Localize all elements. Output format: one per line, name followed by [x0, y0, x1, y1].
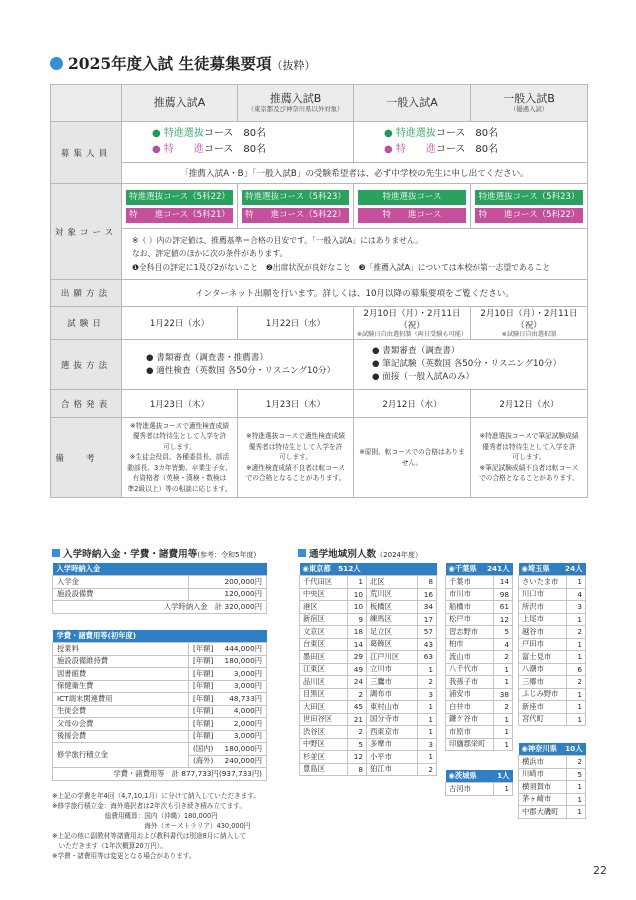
boshu-left: ● 特進選抜コース 80名 ● 特 進コース 80名 — [122, 122, 354, 163]
exam-date-1: 1月22日（水） — [122, 307, 238, 340]
tokyo-table: ◉東京都 512人 千代田区 1 北区 8 中央区 10 荒川区 16 港区 10 板橋区 34 新宿区 9 練馬区 17 文京区 18 足立区 57 台東区 14 葛飾区 43 墨田区 29 江戸川区 63 江東区 49 立川市 1 品川区 24 三鷹市 2 目黒区 2 調布市 3 大田区 45 東村山市 1 世田谷区 21 国分寺市 1 渋谷区 2 西東京市 1 中野区 5 多摩市 3 杉並区 12 小平市 1 豊島区 8 狛江市 2 — [299, 563, 437, 776]
course-cell-1: 特進選抜コース（5科22） 特 進コース（5科21） — [122, 184, 238, 229]
table-row: 印旛郡栄町 1 — [446, 738, 513, 751]
table-row: 八千代市 1 — [446, 663, 513, 676]
table-row: 修学旅行積立金 (国内) 180,000円 — [53, 743, 267, 756]
table-row: 入学時納入金 計 320,000円 — [53, 601, 267, 614]
row-label-biko: 備考 — [51, 418, 122, 498]
course-cell-3: 特進選抜コース 特 進コース — [354, 184, 471, 229]
table-row: 古河市 1 — [446, 783, 513, 796]
table-row: 流山市 2 — [446, 651, 513, 664]
header-ippan-a: 一般入試A — [354, 85, 471, 122]
row-label-shutsugan: 出願方法 — [51, 280, 122, 307]
senbatsu-left: ● 書類審査（調査書・推薦書） ● 適性検査（英数国 各50分・リスニング10分） — [122, 340, 354, 390]
exam-date-3: 2月10日（月）・2月11日（祝） ※試験日自由選択制（両日受験も可能） — [354, 307, 471, 340]
table-row: 我孫子市 1 — [446, 676, 513, 689]
boshu-right: ● 特進選抜コース 80名 ● 特 進コース 80名 — [354, 122, 588, 163]
table-row: 入学金 200,000円 — [53, 576, 267, 589]
table-row: 後援会費 [年額] 3,000円 — [53, 730, 267, 743]
row-label-senbatsu: 選抜方法 — [51, 340, 122, 390]
kanagawa-table: ◉神奈川県 10人 横浜市 2 川崎市 5 横須賀市 1 茅ヶ崎市 1 中郡大磯町 1 — [518, 743, 586, 819]
bullet-dot-icon — [50, 57, 63, 70]
remarks-3: ※原則、転コースでの合格はありま せん。 — [354, 418, 471, 498]
table-row: 戸田市 1 — [519, 638, 586, 651]
table-row: 文京区 18 足立区 57 — [300, 626, 437, 639]
table-row: 中郡大磯町 1 — [519, 806, 586, 819]
table-row: 川崎市 5 — [519, 768, 586, 781]
boshu-note: 「推薦入試A・B」「一般入試B」の受験希望者は、必ず中学校の先生に申し出てください。 — [122, 163, 588, 184]
table-row: 富士見市 1 — [519, 651, 586, 664]
table-row: 市原市 1 — [446, 726, 513, 739]
table-row: 父母の会費 [年額] 2,000円 — [53, 718, 267, 731]
exam-date-2: 1月22日（水） — [238, 307, 354, 340]
course-cell-4: 特進選抜コース（5科23） 特 進コース（5科22） — [471, 184, 588, 229]
table-row: 江東区 49 立川市 1 — [300, 663, 437, 676]
table-row: 図書館費 [年額] 3,000円 — [53, 668, 267, 681]
table-row: 学費・諸費用等 計 877,733円(937,733円) — [53, 768, 267, 781]
table-row: 生徒会費 [年額] 4,000円 — [53, 705, 267, 718]
admission-table — [50, 84, 588, 498]
table-row: 目黒区 2 調布市 3 — [300, 688, 437, 701]
table-row: 宮代町 1 — [519, 713, 586, 726]
saitama-table: ◉埼玉県 24人 さいたま市 1 川口市 4 所沢市 3 上尾市 1 越谷市 2 戸田市 1 富士見市 1 八潮市 6 三郷市 2 ふじみ野市 1 新座市 1 宮代町 1 — [518, 563, 586, 726]
remarks-4: ※特進選抜コースで筆記試験成績 優秀者は特待生として入学を許 可します。 ※筆記試験成績不良者は転コース での合格となることがあります。 — [471, 418, 588, 498]
fees-heading: 入学時納入金・学費・諸費用等(参考：令和5年度) — [52, 546, 256, 560]
table-row: 杉並区 12 小平市 1 — [300, 751, 437, 764]
row-label-boshu: 募集人員 — [51, 122, 122, 184]
tuition-table: 学費・諸費用等(初年度) 授業料 [年額] 444,000円 施設設備維持費 [年額] 180,000円 図書館費 [年額] 3,000円 保健衛生費 [年額] 3,000円 ICT端末関連費用 [年額] 48,733円 生徒会費 [年額] 4,000円 父母の会費 [年額] 2,000円 後援会費 [年額] 3,000円 修学旅行積立金 (国内) 180,000円 (海外) 240,000円 学費・諸費用等 計 877,733円(937,733円) — [52, 630, 267, 781]
table-row: 茅ヶ崎市 1 — [519, 793, 586, 806]
table-row: 市川市 98 — [446, 588, 513, 601]
table-row: 授業料 [年額] 444,000円 — [53, 643, 267, 656]
header-suisen-a: 推薦入試A — [122, 85, 238, 122]
table-row: 渋谷区 2 西東京市 1 — [300, 726, 437, 739]
senbatsu-right: ● 書類審査（調査書） ● 筆記試験（英数国 各50分・リスニング10分） ● 面接（一般入試Aのみ） — [354, 340, 588, 390]
table-row: 船橋市 61 — [446, 601, 513, 614]
table-row: 鎌ケ谷市 1 — [446, 713, 513, 726]
table-row: ふじみ野市 1 — [519, 688, 586, 701]
result-date-2: 1月23日（木） — [238, 390, 354, 418]
table-row: 八潮市 6 — [519, 663, 586, 676]
table-row: 上尾市 1 — [519, 613, 586, 626]
table-row: 三郷市 2 — [519, 676, 586, 689]
table-row: 横浜市 2 — [519, 756, 586, 769]
square-bullet-icon — [298, 549, 306, 557]
table-row: 港区 10 板橋区 34 — [300, 601, 437, 614]
page-title: 2025年度入試 生徒募集要項（抜粋） — [50, 52, 316, 74]
table-row: 柏市 4 — [446, 638, 513, 651]
row-label-gokaku: 合格発表 — [51, 390, 122, 418]
entry-fee-table: 入学時納入金 入学金 200,000円 施設設備費 120,000円 入学時納入金 計 320,000円 — [52, 563, 267, 614]
ibaraki-table: ◉茨城県 1人 古河市 1 — [445, 770, 513, 796]
table-row: 新座市 1 — [519, 701, 586, 714]
fee-notes: ※上記の学費を年4回（4,7,10,1月）に分けて納入していただきます。 ※修学旅行積立金：海外選択者は2年次も引き続き積み立てます。 総費用概算：国内（沖縄）180,000円 海外（オーストラリア）430,000円 ※上記の他に副教材等諸費用および教科書代は別途8月に納入して いただきます（1年次概算20万円）。 ※学費・諸費用等は変更となる場合があります。 — [52, 792, 260, 860]
table-row: 越谷市 2 — [519, 626, 586, 639]
table-row: 世田谷区 21 国分寺市 1 — [300, 713, 437, 726]
exam-date-4: 2月10日（月）・2月11日（祝） ※試験日自由選択制 — [471, 307, 588, 340]
areas-heading: 通学地域別人数（2024年度） — [298, 546, 422, 560]
table-row: 施設設備維持費 [年額] 180,000円 — [53, 655, 267, 668]
remarks-1: ※特進選抜コースで適性検査成績 優秀者は特待生として入学を許 可します。 ※生徒会役員、各種委員長、部活 動部長、3カ年皆勤、卒業生子女、 有資格者（英検・漢検・数検は 準2級以上）等の相談に応じます。 — [122, 418, 238, 498]
table-row: 保健衛生費 [年額] 3,000円 — [53, 680, 267, 693]
row-label-shiken: 試験日 — [51, 307, 122, 340]
result-date-3: 2月12日（水） — [354, 390, 471, 418]
header-ippan-b: 一般入試B （優遇入試） — [471, 85, 588, 122]
table-row: ICT端末関連費用 [年額] 48,733円 — [53, 693, 267, 706]
header-suisen-b: 推薦入試B （東京都及び神奈川県以外対象） — [238, 85, 354, 122]
course-cell-2: 特進選抜コース（5科23） 特 進コース（5科22） — [238, 184, 354, 229]
result-date-4: 2月12日（水） — [471, 390, 588, 418]
remarks-2: ※特進選抜コースで適性検査成績 優秀者は特待生として入学を許 可します。 ※適性検査成績不良者は転コース での合格となることがあります。 — [238, 418, 354, 498]
table-row: 川口市 4 — [519, 588, 586, 601]
table-row: 横須賀市 1 — [519, 781, 586, 794]
row-label-taisho: 対象コース — [51, 184, 122, 280]
table-row: 浦安市 38 — [446, 688, 513, 701]
table-row: 施設設備費 120,000円 — [53, 588, 267, 601]
table-row: 千葉市 14 — [446, 576, 513, 589]
square-bullet-icon — [52, 549, 60, 557]
table-row: (海外) 240,000円 — [53, 755, 267, 768]
table-row: 千代田区 1 北区 8 — [300, 576, 437, 589]
table-row: 中央区 10 荒川区 16 — [300, 588, 437, 601]
table-row: 白井市 2 — [446, 701, 513, 714]
result-date-1: 1月23日（木） — [122, 390, 238, 418]
table-row: 中野区 5 多摩市 3 — [300, 738, 437, 751]
table-row: 大田区 45 東村山市 1 — [300, 701, 437, 714]
course-notes: ※（ ）内の評定値は、推薦基準＝合格の目安です。「一般入試A」にはありません。 なお、評定値のほかに次の条件があります。 ❶全科目の評定に1及び2がないこと ❷出席状況が良好なこと ❸「推薦入試A」については本校が第一志望であること — [122, 229, 588, 280]
table-row: 習志野市 5 — [446, 626, 513, 639]
table-row: 豊島区 8 狛江市 2 — [300, 763, 437, 776]
page-number: 22 — [593, 864, 607, 877]
table-row: 墨田区 29 江戸川区 63 — [300, 651, 437, 664]
table-row: 松戸市 12 — [446, 613, 513, 626]
shutsugan-text: インターネット出願を行います。詳しくは、10月以降の募集要項をご覧ください。 — [122, 280, 588, 307]
table-row: さいたま市 1 — [519, 576, 586, 589]
chiba-table: ◉千葉県 241人 千葉市 14 市川市 98 船橋市 61 松戸市 12 習志野市 5 柏市 4 流山市 2 八千代市 1 我孫子市 1 浦安市 38 白井市 2 鎌ケ谷市 1 市原市 1 印旛郡栄町 1 — [445, 563, 513, 751]
table-row: 品川区 24 三鷹市 2 — [300, 676, 437, 689]
table-row: 所沢市 3 — [519, 601, 586, 614]
table-row: 新宿区 9 練馬区 17 — [300, 613, 437, 626]
table-row: 台東区 14 葛飾区 43 — [300, 638, 437, 651]
